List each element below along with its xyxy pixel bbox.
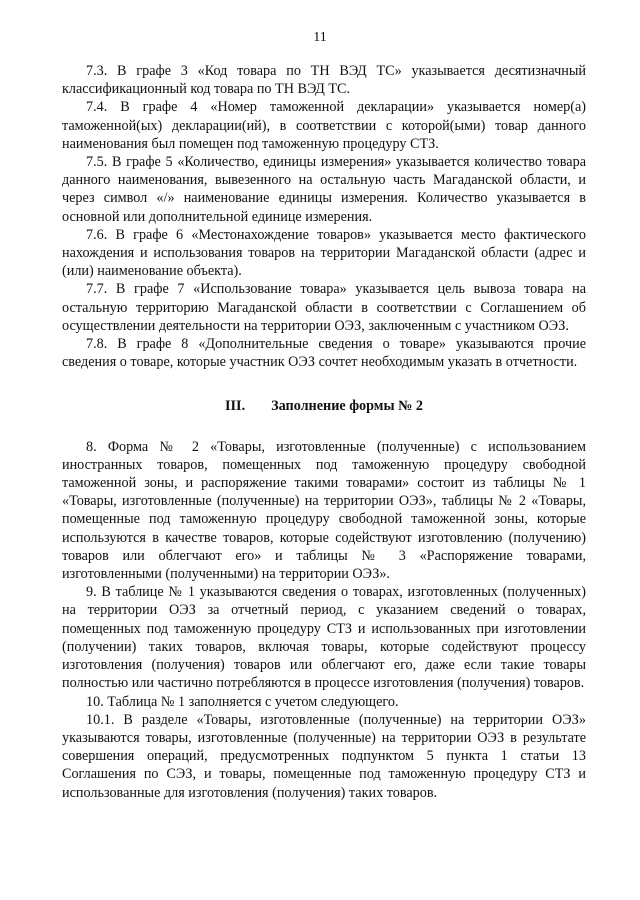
paragraph-8: 8. Форма № 2 «Товары, изготовленные (полученные) с использованием иностранных товаров, помещенных под таможенную процедуру свободной таможенной зоны, и распоряжение такими товарами» состоит из таблицы № 1 «Товары, изготовленные (полученные) на территории ОЭЗ», таблицы № 2 «Товары, помещенные под таможенную процедуру свободной таможенной зоны, которые используются в качестве товаров, которые содействуют изготовлению (получению) товаров или облегчают его» и таблицы № 3 «Распоряжение товарами, изготовленными (полученными) на территории ОЭЗ». (62, 438, 586, 583)
section-number: III. (225, 398, 246, 415)
paragraph-7-7: 7.7. В графе 7 «Использование товара» указывается цель вывоза товара на остальную территорию Магаданской области в соответствии с Соглашением об осуществлении деятельности на территории ОЭЗ, заключенным с участником ОЭЗ. (62, 281, 586, 334)
paragraph-10-1: 10.1. В разделе «Товары, изготовленные (полученные) на территории ОЭЗ» указываются товары, изготовленные (полученные) на территории ОЭЗ в результате совершения операций, предусмотренных подпунктом 5 пункта 1 статьи 13 Соглашения по СЭЗ, и товары, помещенные под таможенную процедуру СТЗ и использованные для изготовления (получения) таких товаров. (62, 711, 586, 801)
section-heading (62, 397, 586, 415)
paragraph-9: 9. В таблице № 1 указываются сведения о товарах, изготовленных (полученных) на территории ОЭЗ за отчетный период, с указанием сведений о товарах, помещенных под таможенную процедуру СТЗ и использованных при изготовлении (получении) таких товаров, включая товары, которые содействуют процессу изготовления (получения) товаров или облегчают его, даже если такие товары полностью или частично потребляются в процессе изготовления (получения) товаров. (62, 584, 586, 692)
paragraph-7-8: 7.8. В графе 8 «Дополнительные сведения о товаре» указываются прочие сведения о товаре, которые участник ОЭЗ сочтет необходимым указать в отчетности. (62, 336, 586, 371)
paragraph-7-3: 7.3. В графе 3 «Код товара по ТН ВЭД ТС» указывается десятизначный классификационный код товара по ТН ВЭД ТС. (62, 63, 586, 98)
document-body (62, 62, 586, 802)
paragraph-10: 10. Таблица № 1 заполняется с учетом следующего. (86, 693, 399, 710)
section-title: Заполнение формы № 2 (271, 398, 423, 415)
page-number: 11 (313, 30, 327, 45)
paragraph-7-4: 7.4. В графе 4 «Номер таможенной декларации» указывается номер(а) таможенной(ых) декларации(ий), в соответствии с которой(ыми) товар данного наименования был помещен под таможенную процедуру СТЗ. (62, 99, 586, 152)
paragraph-7-5: 7.5. В графе 5 «Количество, единицы измерения» указывается количество товара данного наименования, вывезенного на остальную часть Магаданской области, и через символ «/» наименование единицы измерения. Количество указывается в основной или дополнительной единице измерения. (62, 154, 586, 225)
paragraph-7-6: 7.6. В графе 6 «Местонахождение товаров» указывается место фактического нахождения и использования товаров на территории Магаданской области (адрес и (или) наименование объекта). (62, 226, 586, 280)
